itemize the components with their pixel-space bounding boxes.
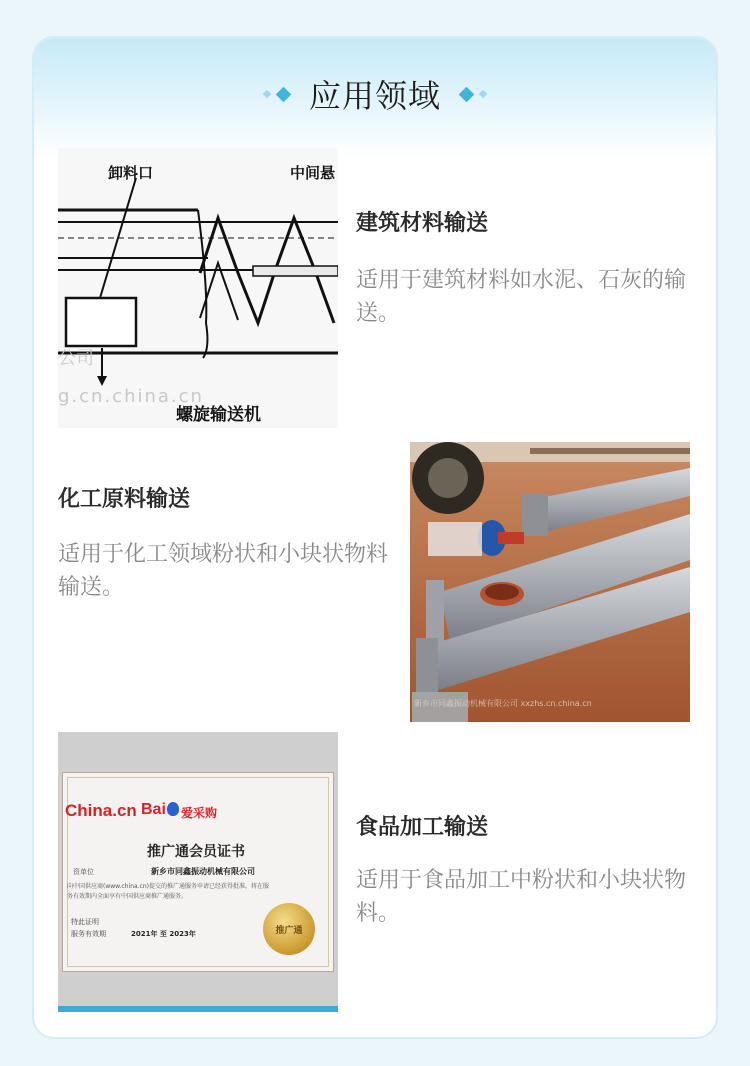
diamond-icon: [459, 86, 475, 102]
drawing-label-discharge: 卸料口: [108, 164, 154, 182]
certificate-holder-label: 资单位: [73, 868, 94, 876]
item-desc-chemical: 适用于化工领域粉状和小块状物料输送。: [58, 542, 389, 600]
china-cn-logo: China.cn: [65, 801, 137, 820]
drawing-watermark-company: 公司: [58, 348, 94, 369]
certificate-company: 新乡市同鑫振动机械有限公司: [151, 867, 255, 876]
certificate-body-2: 务有效期内全面享有中国供应商推广通服务。: [67, 893, 188, 900]
aicaigou-logo: 爱采购: [181, 806, 218, 820]
item-title-chemical: 化工原料输送: [58, 487, 191, 512]
membership-certificate-image: [58, 732, 338, 1012]
item-title-food: 食品加工输送: [356, 815, 489, 840]
certificate-special: 特此证明: [71, 918, 99, 926]
screw-conveyor-drawing-image: [58, 148, 338, 428]
gold-seal-icon: [263, 903, 315, 955]
item-title-building-materials: 建筑材料输送: [356, 211, 489, 236]
certificate-validity-value: 2021年 至 2023年: [131, 930, 196, 938]
photo-watermark: 新乡市同鑫振动机械有限公司 xxzhs.cn.china.cn: [414, 699, 592, 708]
baidu-logo: Bai: [141, 801, 166, 818]
drawing-watermark-url: g.cn.china.cn: [58, 386, 204, 407]
item-desc-building-materials: 适用于建筑材料如水泥、石灰的输送。: [356, 268, 687, 326]
title-decoration-right: [461, 89, 486, 100]
certificate-validity-label: 服务有效期: [71, 930, 106, 938]
drawing-caption: 螺旋输送机: [176, 405, 261, 425]
diamond-icon: [479, 90, 487, 98]
screw-conveyor-photo-image: [410, 442, 690, 722]
drawing-label-middle: 中间悬: [290, 164, 336, 182]
section-header: [0, 70, 750, 118]
paw-icon: [167, 802, 179, 816]
certificate-title: 推广通会员证书: [147, 844, 245, 860]
diamond-icon: [263, 90, 271, 98]
item-desc-food: 适用于食品加工中粉状和小块状物料。: [356, 868, 687, 926]
title-decoration-left: [264, 89, 289, 100]
seal-label: 推广通: [275, 925, 303, 936]
section-title: 应用领域: [308, 77, 441, 115]
certificate-paper: [62, 772, 334, 972]
certificate-body-1: 向中国供应商(www.china.cn)提交的推广通服务申请已经获得批准，将在服: [67, 883, 270, 890]
diamond-icon: [276, 86, 292, 102]
